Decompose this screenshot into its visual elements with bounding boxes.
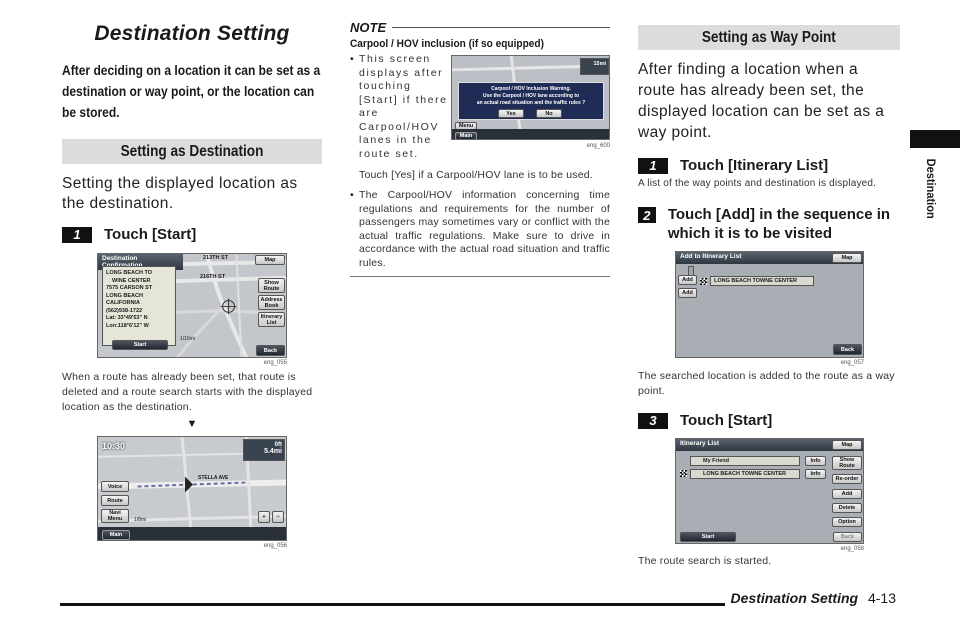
clock-time: 10:30 [102, 441, 126, 451]
destination-confirmation-screen [97, 253, 287, 358]
voice-button[interactable]: Voice [101, 481, 129, 492]
figure-caption: eng_600 [586, 143, 610, 149]
bullet-marker: • [350, 53, 354, 65]
note-bullet-1 [350, 53, 610, 171]
chapter-side-tab [910, 130, 960, 230]
add-button[interactable]: Add [832, 489, 862, 499]
distance-to-destination: 5.4mi [264, 448, 282, 455]
itinerary-item: LONG BEACH TOWNE CENTER [710, 276, 814, 286]
zoom-out-icon[interactable]: − [272, 511, 284, 523]
waypoint-description: After finding a location when a route has already been set, the displayed location can be set as a way point. [638, 61, 885, 141]
info-line: 7575 CARSON ST [106, 285, 153, 291]
section-heading-waypoint [638, 25, 900, 50]
menu-button[interactable]: Menu [455, 122, 477, 130]
location-info-panel [102, 266, 176, 346]
info-button-2[interactable]: Info [805, 469, 826, 479]
checkered-flag-icon [700, 278, 707, 285]
zoom-in-icon[interactable]: + [258, 511, 270, 523]
checkered-flag-icon [680, 470, 687, 477]
map-button[interactable]: Map [832, 253, 862, 263]
itinerary-row-1[interactable]: My Friend [690, 456, 800, 466]
step-1-description: A list of the way points and destination is displayed. [638, 178, 877, 189]
no-button[interactable]: No [536, 109, 562, 118]
info-line: (562)938-1722 [106, 307, 143, 314]
waypoint-step-1 [638, 157, 900, 174]
distance-panel [243, 439, 285, 461]
section-heading-destination [62, 139, 322, 164]
distance-panel: 15mi [580, 58, 609, 75]
add-button-1[interactable]: Add [678, 275, 697, 285]
waypoint-step-3 [638, 412, 900, 429]
column-left [62, 0, 322, 549]
street-label: STELLA AVE [198, 475, 229, 481]
info-button-1[interactable]: Info [805, 456, 826, 466]
carpool-warning-screen [451, 55, 610, 140]
screen-title: Destination [98, 254, 183, 270]
note-bullet-2 [350, 189, 610, 270]
start-button[interactable]: Start [112, 340, 168, 350]
step-number: 1 [638, 158, 668, 174]
carpool-warning-dialog [458, 82, 604, 120]
info-line: WINE CENTER [112, 277, 151, 284]
main-button[interactable]: Main [455, 132, 477, 140]
note-bullet-2-text: The Carpool/HOV information concerning time regulations and requirements for the number of passengers may sometimes vary or conflict with the actual traffic regulations. Make sure to drive in accordance with the actual road situation and traffic rules. [359, 189, 610, 269]
show-route-button[interactable]: Show Route [258, 278, 285, 293]
dialog-line: an actual road situation and the traffic rules ? [476, 100, 586, 106]
side-tab-bar [910, 130, 960, 148]
distance-to-turn: 0ft [274, 442, 282, 448]
add-itinerary-screen [675, 251, 864, 358]
destination-step-1 [62, 226, 322, 243]
note-label: NOTE [350, 20, 387, 35]
step-number: 3 [638, 413, 668, 429]
figure-caption: eng_057 [840, 360, 864, 366]
bullet-marker: • [350, 189, 354, 201]
navi-menu-button[interactable]: Navi Menu [101, 509, 129, 523]
note-heading [350, 20, 610, 35]
back-button[interactable]: Back [833, 532, 862, 542]
waypoint-step-2 [638, 205, 900, 243]
dialog-line: Carpool / HOV Inclusion Warning. [491, 86, 571, 92]
itinerary-list-button[interactable]: Itinerary List [258, 312, 285, 327]
figure-caption: eng_058 [840, 546, 864, 552]
footer-title: Destination Setting [730, 590, 859, 606]
step-label: Touch [Itinerary List] [680, 157, 829, 174]
page-title: Destination Setting [94, 22, 290, 45]
reorder-button[interactable]: Re-order [832, 474, 862, 484]
yes-button[interactable]: Yes [498, 109, 524, 118]
street-label: 216TH ST [200, 274, 226, 280]
info-line: LONG BEACH [106, 292, 143, 299]
itinerary-row-2[interactable]: LONG BEACH TOWNE CENTER [690, 469, 800, 479]
map-scale: 1/16mi [180, 336, 196, 342]
info-line: Lat: 33°49'53" N [106, 315, 148, 321]
column-middle [350, 0, 610, 277]
itinerary-list-screen [675, 438, 864, 544]
route-button[interactable]: Route [101, 495, 129, 506]
note-end-rule [350, 276, 610, 277]
section-heading-destination-text: Setting as Destination [120, 142, 264, 160]
map-scale: 1/8mi [134, 517, 147, 523]
note-touch-yes-text: Touch [Yes] if a Carpool/HOV lane is to be used. [359, 169, 593, 181]
back-button[interactable]: Back [256, 345, 285, 356]
route-deleted-text: When a route has already been set, that route is deleted and a route search starts with the displayed location as the destination. [62, 371, 313, 413]
screen-title: Add to Itinerary List [676, 252, 864, 264]
dialog-line: Use the Carpool / HOV lane according to [482, 93, 580, 99]
figure-caption: eng_055 [263, 360, 287, 366]
start-button[interactable]: Start [680, 532, 736, 542]
section-heading-waypoint-text: Setting as Way Point [701, 28, 837, 46]
route-guidance-screen [97, 436, 287, 541]
route-search-started-text: The route search is started. [638, 555, 772, 567]
back-button[interactable]: Back [833, 344, 862, 355]
info-line: LONG BEACH TO [106, 270, 153, 276]
figure-caption: eng_056 [263, 543, 287, 549]
note-rule [392, 27, 610, 28]
info-line: Lon:118°6'12" W [106, 322, 149, 329]
note-bullet-1-text: This screen displays after touching [Start] if there are Carpool/HOV lanes in the route set. [359, 53, 448, 160]
down-arrow-icon: ▼ [186, 418, 198, 430]
side-tab-label: Destination [924, 158, 938, 219]
footer [725, 590, 900, 606]
street-label: 213TH ST [203, 255, 229, 261]
info-line: CALIFORNIA [106, 300, 140, 306]
step-label: Touch [Start] [104, 226, 197, 243]
map-button[interactable]: Map [832, 440, 862, 450]
main-button[interactable]: Main [102, 530, 130, 540]
waypoint-added-text: The searched location is added to the route as a way point. [638, 370, 895, 397]
note-subheading: Carpool / HOV inclusion (if so equipped) [350, 38, 544, 50]
option-button[interactable]: Option [832, 517, 862, 527]
map-button[interactable]: Map [255, 255, 285, 265]
intro-text: After deciding on a location it can be set as a destination or way point, or the location can be stored. [62, 62, 321, 120]
show-route-button[interactable]: Show Route [832, 456, 862, 470]
add-button-2[interactable]: Add [678, 288, 697, 298]
step-label: Touch [Start] [680, 412, 773, 429]
step-label: Touch [Add] in the sequence in which it is to be visited [667, 206, 891, 242]
step-number: 2 [638, 207, 656, 223]
address-book-button[interactable]: Address Book [258, 295, 285, 310]
column-right [638, 0, 900, 569]
step-number: 1 [62, 227, 92, 243]
destination-description: Setting the displayed location as the destination. [62, 175, 298, 212]
page-number: 4-13 [867, 590, 896, 606]
screen-title: Itinerary List [676, 439, 864, 451]
delete-button[interactable]: Delete [832, 503, 862, 513]
